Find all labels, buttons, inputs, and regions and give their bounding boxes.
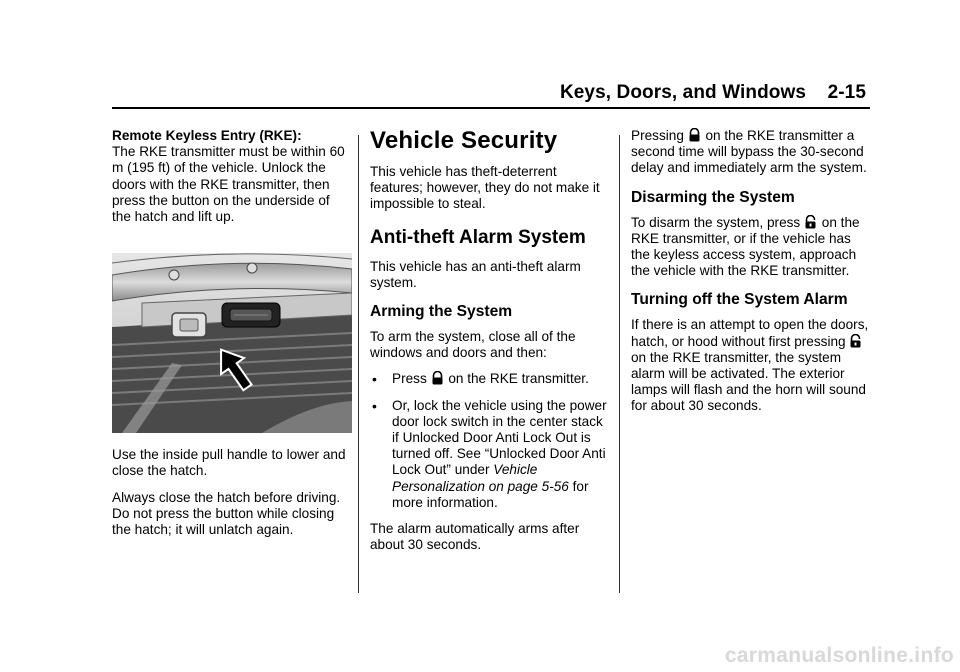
arming-step-2 bbox=[370, 398, 610, 511]
disarm-pre: To disarm the system, press bbox=[631, 214, 801, 230]
disarm-heading: Disarming the System bbox=[631, 188, 795, 206]
turnoff-paragraph bbox=[631, 317, 871, 414]
unlock-key-icon bbox=[805, 215, 816, 229]
section-title: Keys, Doors, and Windows bbox=[559, 82, 807, 103]
bypass-paragraph bbox=[631, 128, 871, 177]
header-rule bbox=[112, 107, 870, 109]
rke-paragraph bbox=[112, 128, 352, 225]
column-1 bbox=[112, 128, 352, 548]
hatch-release-illustration bbox=[112, 253, 352, 433]
turnoff-post: on the RKE transmitter, the system alarm will be activated. The exterior lamps will flash and the horn will sound for about 30 seconds. bbox=[631, 349, 866, 414]
lock-key-icon bbox=[432, 371, 443, 385]
column-3 bbox=[631, 128, 871, 425]
bullet1-post: on the RKE transmitter. bbox=[448, 371, 589, 387]
column-2 bbox=[370, 128, 610, 563]
auto-arm-text: The alarm automatically arms after about 30 seconds. bbox=[370, 521, 580, 553]
turnoff-pre: If there is an attempt to open the doors, hatch, or hood without first pressing bbox=[631, 317, 869, 349]
close-hatch-paragraph: Use the inside pull handle to lower and close the hatch. bbox=[112, 447, 346, 479]
arming-step-1 bbox=[370, 371, 610, 387]
vehicle-security-heading: Vehicle Security bbox=[370, 127, 558, 154]
personalization-reference: Vehicle Personalization on page 5-56 bbox=[392, 462, 569, 494]
arming-steps bbox=[370, 371, 610, 511]
anti-theft-heading: Anti-theft Alarm System bbox=[370, 226, 586, 248]
lock-key-icon bbox=[689, 128, 700, 142]
bypass-post: on the RKE transmitter a second time will bypass the 30-second delay and immediately arm the system. bbox=[631, 128, 867, 176]
alarm-text: This vehicle has an anti-theft alarm system. bbox=[370, 258, 581, 290]
rke-lead: Remote Keyless Entry (RKE): bbox=[112, 128, 302, 143]
watermark: carmanualsonline.info bbox=[724, 644, 954, 667]
column-divider-2 bbox=[619, 135, 620, 593]
disarm-paragraph bbox=[631, 215, 871, 280]
arming-heading: Arming the System bbox=[370, 303, 513, 321]
page-number: 2-15 bbox=[827, 82, 866, 103]
arming-intro: To arm the system, close all of the windows and doors and then: bbox=[370, 329, 576, 361]
bullet1-pre: Press bbox=[392, 371, 427, 387]
unlock-key-icon bbox=[850, 334, 861, 348]
disarm-post: on the RKE transmitter, or if the vehicle has the keyless access system, approach the vehicle with the RKE transmitter. bbox=[631, 214, 860, 279]
bullet2-post: for more information. bbox=[392, 478, 589, 510]
hatch-caution-paragraph: Always close the hatch before driving. Do not press the button while closing the hatch; it will unlatch again. bbox=[112, 489, 341, 538]
turnoff-heading: Turning off the System Alarm bbox=[631, 291, 848, 309]
page-header bbox=[0, 80, 960, 108]
column-divider-1 bbox=[358, 135, 359, 593]
bypass-pre: Pressing bbox=[631, 128, 684, 143]
bullet2-pre: Or, lock the vehicle using the power door lock switch in the center stack if Unlocked Door Anti Lock Out is turned off. See “Unlocked Door Anti Lock Out” under bbox=[392, 397, 607, 478]
hatch-illustration-svg bbox=[112, 253, 352, 433]
rke-text: The RKE transmitter must be within 60 m (195 ft) of the vehicle. Unlock the doors with the RKE transmitter, then press the button on the underside of the hatch and lift up. bbox=[112, 144, 345, 225]
security-intro: This vehicle has theft-deterrent features; however, they do not make it impossible to steal. bbox=[370, 164, 600, 212]
header-title-block bbox=[560, 82, 866, 104]
